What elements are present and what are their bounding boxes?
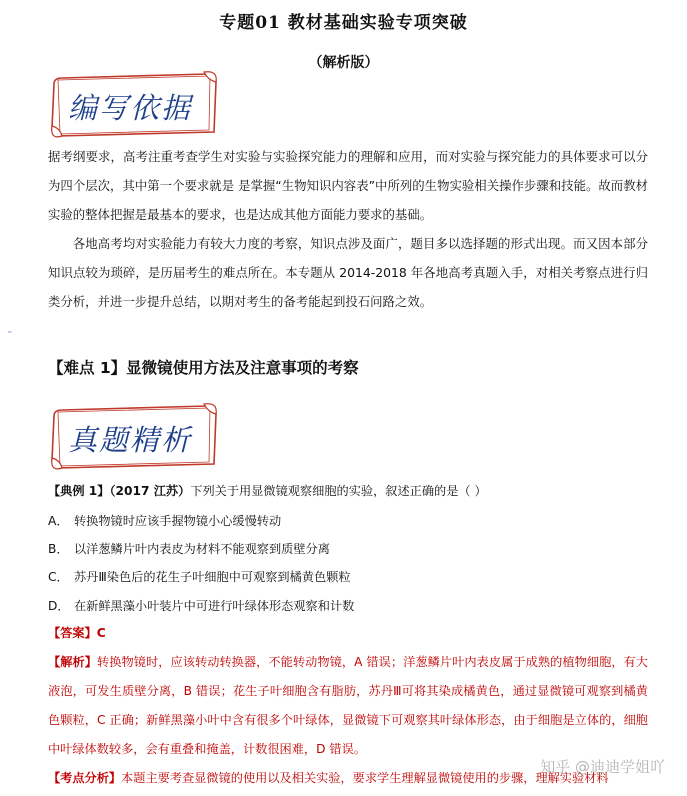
option-letter: C． (48, 570, 69, 584)
option-text: 以洋葱鳞片叶内表皮为材料不能观察到质壁分离 (74, 542, 330, 556)
question-text: 下列关于用显微镜观察细胞的实验，叙述正确的是（ ） (190, 484, 487, 498)
document-subtitle: （解析版） (308, 55, 379, 71)
answer-label: 【答案】 (48, 626, 97, 640)
option-letter: B． (48, 542, 69, 556)
document-title: 专题01 教材基础实验专项突破 (219, 13, 468, 33)
banner-analysis (48, 400, 220, 474)
watermark: 知乎 @迪迪学姐吖 (540, 758, 665, 776)
points-label: 【考点分析】 (48, 771, 122, 785)
option-d (48, 597, 354, 614)
intro-paragraph-1: 据考纲要求，高考注重考查学生对实验与实验探究能力的理解和应用，而对实验与探究能力的具体要求可以分为四个层次，其中第一个要求就是 是掌握“生物知识内容表”中所列的生物实验相关操作步骤和技能。故而教材实验的整体把握是最基本的要求，也是达成其他方面能力要求的基础。 (48, 149, 648, 222)
option-a (48, 512, 281, 529)
answer-value: C (96, 626, 106, 640)
banner-basis (48, 68, 220, 142)
option-text: 在新鲜黑藻小叶装片中可进行叶绿体形态观察和计数 (74, 599, 355, 613)
banner-basis-text: 编写依据 (68, 91, 193, 125)
margin-marker: ⌄ (6, 326, 14, 336)
points-text: 本题主要考查显微镜的使用以及相关实验，要求学生理解显微镜使用的步骤，理解实验材料 (121, 771, 609, 785)
option-letter: A． (48, 514, 69, 528)
banner-analysis-text: 真题精析 (68, 423, 193, 457)
option-text: 苏丹Ⅲ染色后的花生子叶细胞中可观察到橘黄色颗粒 (74, 570, 351, 584)
section-heading: 【难点 1】显微镜使用方法及注意事项的考察 (48, 359, 359, 377)
intro-paragraph-2: 各地高考均对实验能力有较大力度的考察，知识点涉及面广，题目多以选择题的形式出现。而又因本部分知识点较为琐碎，是历届考生的难点所在。本专题从 2014-2018 年各地高考真题入手，对相关考察点进行归类分析，并进一步提升总结，以期对考生的备考能起到投石问路之效。 (48, 236, 648, 309)
analysis-label: 【解析】 (48, 655, 97, 669)
answer-line (48, 619, 648, 648)
option-letter: D． (48, 599, 70, 613)
option-text: 转换物镜时应该手握物镜小心缓慢转动 (74, 514, 282, 528)
option-b (48, 540, 330, 557)
analysis-text: 转换物镜时，应该转动转换器，不能转动物镜，A 错误；洋葱鳞片叶内表皮属于成熟的植物细胞，有大液泡，可发生质壁分离，B 错误；花生子叶细胞含有脂肪，苏丹Ⅲ可将其染成橘黄色，通过显微镜可观察到橘黄色颗粒，C 正确；新鲜黑藻小叶中含有很多个叶绿体，显微镜下可观察其叶绿体形态，由于细胞是立体的，细胞中叶绿体数较多，会有重叠和掩盖，计数很困难，D 错误。 (48, 655, 648, 756)
analysis-block (48, 648, 648, 764)
option-c (48, 568, 351, 585)
question-stem (48, 482, 487, 499)
question-tag: 【典例 1】（2017 江苏） (48, 484, 191, 498)
